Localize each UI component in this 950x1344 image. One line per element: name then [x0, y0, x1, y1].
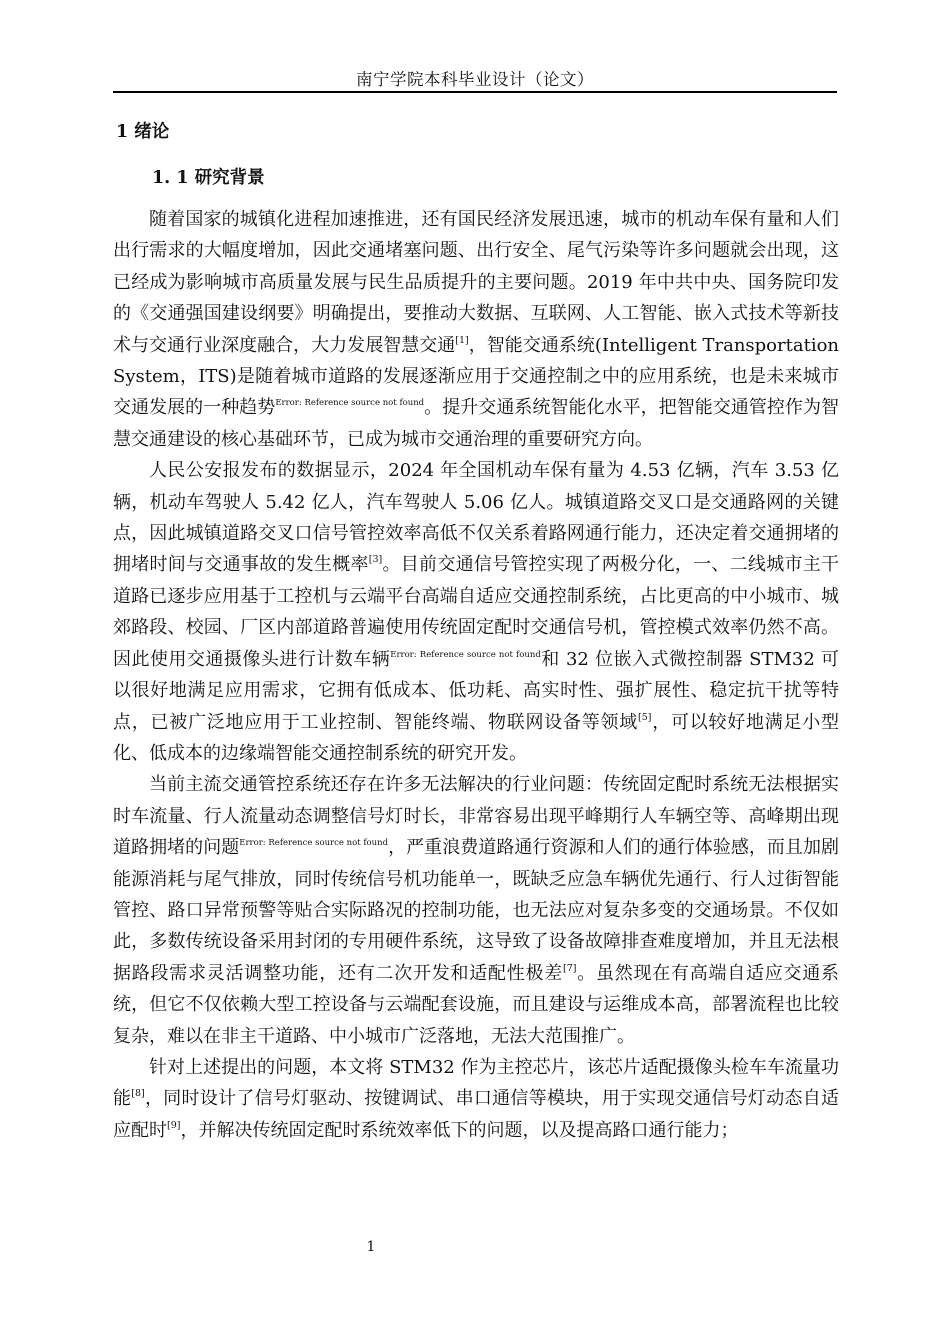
paragraph-text: ，并解决传统固定配时系统效率低下的问题，以及提高路口通行能力；	[180, 1119, 739, 1141]
paragraph-text: ，严重浪费道路通行资源和人们的通行体验感，而且加剧能源消耗与尾气排放，同时传统信号机功能单一，既缺乏应急车辆优先通行、行人过街智能管控、路口异常预警等贴合实际路况的控制功能，也无法应对复杂多变的交通场景。不仅如此，多数传统设备采用封闭的专用硬件系统，这导致了设备故障排查难度增加，并且无法根据路段需求灵活调整功能，还有二次开发和适配性极差	[113, 837, 840, 984]
chapter-heading: 1 绪论	[116, 122, 170, 142]
reference-error-note: Error: Reference source not found	[275, 398, 425, 409]
page-number: 1	[366, 1239, 376, 1255]
page-header-title: 南宁学院本科毕业设计（论文）	[356, 70, 594, 89]
section-heading: 1. 1 研究背景	[152, 168, 265, 188]
paragraph	[113, 1052, 839, 1146]
citation-marker: [7]	[563, 962, 577, 974]
paragraph-text: 针对上述提出的问题，本文将 STM32 作为主控芯片，该芯片适配摄像头检车车流量功能	[113, 1056, 839, 1110]
paragraph-text: 当前主流交通管控系统还存在许多无法解决的行业问题：传统固定配时系统无法根据实时车流量、行人流量动态调整信号灯时长，非常容易出现平峰期行人车辆空等、高峰期出现道路拥堵的问题	[113, 774, 839, 859]
paragraph-text: ，可以较好地满足小型化、低成本的边缘端智能交通控制系统的研究开发。	[113, 711, 840, 764]
paragraph	[113, 455, 839, 769]
paragraph-text: 和 32 位嵌入式微控制器 STM32 可以很好地满足应用需求，它拥有低成本、低功耗、高实时性、强扩展性、稳定抗干扰等特点，已被广泛地应用于工业控制、智能终端、物联网设备等领域	[113, 648, 839, 733]
paragraph-text: 。虽然现在有高端自适应交通系统，但它不仅依赖大型工控设备与云端配套设施，而且建设与运维成本高，部署流程也比较复杂，难以在非主干道路、中小城市广泛落地，无法大范围推广。	[113, 962, 840, 1047]
citation-marker: [9]	[167, 1119, 181, 1131]
paragraph-text: ，同时设计了信号灯驱动、按键调试、串口通信等模块，用于实现交通信号灯动态自适应配时	[113, 1088, 840, 1141]
paragraph-text: 。目前交通信号管控实现了两极分化，一、二线城市主干道路已逐步应用基于工控机与云端平台高端自适应交通控制系统，占比更高的中小城市、城郊路段、校园、厂区内部道路普遍使用传统固定配时交通信号机，管控模式效率仍然不高。因此使用交通摄像头进行计数车辆	[113, 554, 839, 670]
paragraph-text: 人民公安报发布的数据显示，2024 年全国机动车保有量为 4.53 亿辆，汽车 3.53 亿辆，机动车驾驶人 5.42 亿人，汽车驾驶人 5.06 亿人。城镇道路交叉口是交通路网的关键点，因此城镇道路交叉口信号管控效率高低不仅关系着路网通行能力，还决定着交通拥堵的拥堵时间与交通事故的发生概率	[113, 460, 839, 576]
reference-error-note: Error: Reference source not found	[390, 649, 541, 660]
paragraph-text: ，智能交通系统(Intelligent Transportation System，ITS)是随着城市道路的发展逐渐应用于交通控制之中的应用系统，也是未来城市交通发展的一种趋势	[113, 334, 840, 419]
body-text	[113, 204, 839, 1146]
citation-marker: [8]	[131, 1088, 145, 1100]
citation-marker: [5]	[638, 711, 652, 723]
paragraph-text: 。提升交通系统智能化水平，把智能交通管控作为智慧交通建设的核心基础环节，已成为城市交通治理的重要研究方向。	[113, 397, 840, 450]
paragraph-text: 随着国家的城镇化进程加速推进，还有国民经济发展迅速，城市的机动车保有量和人们出行需求的大幅度增加，因此交通堵塞问题、出行安全、尾气污染等许多问题就会出现，这已经成为影响城市高质量发展与民生品质提升的主要问题。2019 年中共中央、国务院印发的《交通强国建设纲要》明确提出，要推动大数据、互联网、人工智能、嵌入式技术等新技术与交通行业深度融合，大力发展智慧交通	[113, 209, 839, 356]
citation-marker: [3]	[368, 554, 383, 566]
citation-marker: [1]	[455, 334, 469, 346]
paragraph	[113, 769, 839, 1052]
paragraph	[113, 204, 839, 455]
header-divider	[113, 91, 837, 93]
reference-error-note: Error: Reference source not found	[239, 838, 389, 849]
